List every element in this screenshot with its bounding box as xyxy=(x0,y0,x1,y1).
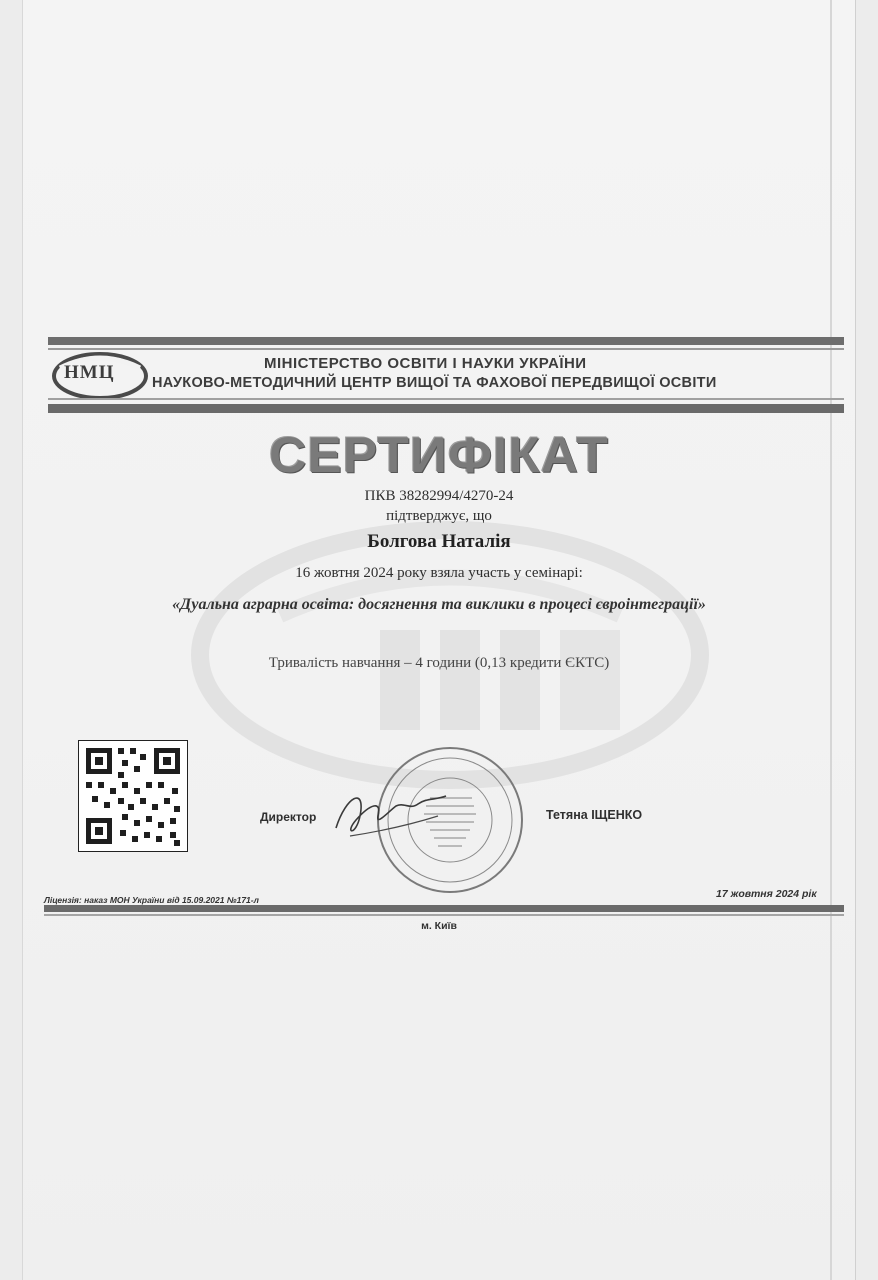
license-info: Ліцензія: наказ МОН України від 15.09.2021 №171-л xyxy=(44,895,259,905)
qr-code-icon[interactable] xyxy=(78,740,188,852)
city: м. Київ xyxy=(421,920,457,932)
header-band-bottom xyxy=(48,404,844,413)
director-name: Тетяна ІЩЕНКО xyxy=(546,808,643,822)
confirms-text: підтверджує, що xyxy=(386,508,492,524)
center-name: НАУКОВО-МЕТОДИЧНИЙ ЦЕНТР ВИЩОЇ ТА ФАХОВОЇ ПЕРЕДВИЩОЇ ОСВІТИ xyxy=(152,375,717,391)
certificate-title: СЕРТИФІКАТ xyxy=(269,427,609,483)
paper-edge xyxy=(830,0,832,1280)
participation-date: 16 жовтня 2024 року взяла участь у семінарі: xyxy=(295,565,583,581)
logo-text: НМЦ xyxy=(64,362,115,383)
director-label: Директор xyxy=(260,810,317,824)
header-rule-bottom xyxy=(48,398,844,400)
footer-band xyxy=(44,905,844,912)
footer-rule xyxy=(44,914,844,916)
header-band-top xyxy=(48,337,844,345)
seminar-title: «Дуальна аграрна освіта: досягнення та виклики в процесі євроінтеграції» xyxy=(172,596,706,613)
header-rule-top xyxy=(48,348,844,350)
director-signature xyxy=(326,776,456,846)
training-duration: Тривалість навчання – 4 години (0,13 кредити ЄКТС) xyxy=(268,655,610,671)
issue-date: 17 жовтня 2024 рік xyxy=(716,888,817,900)
ministry-name: МІНІСТЕРСТВО ОСВІТИ І НАУКИ УКРАЇНИ xyxy=(264,355,587,372)
recipient-name: Болгова Наталія xyxy=(367,531,511,552)
certificate-number: ПКВ 38282994/4270-24 xyxy=(364,488,514,504)
